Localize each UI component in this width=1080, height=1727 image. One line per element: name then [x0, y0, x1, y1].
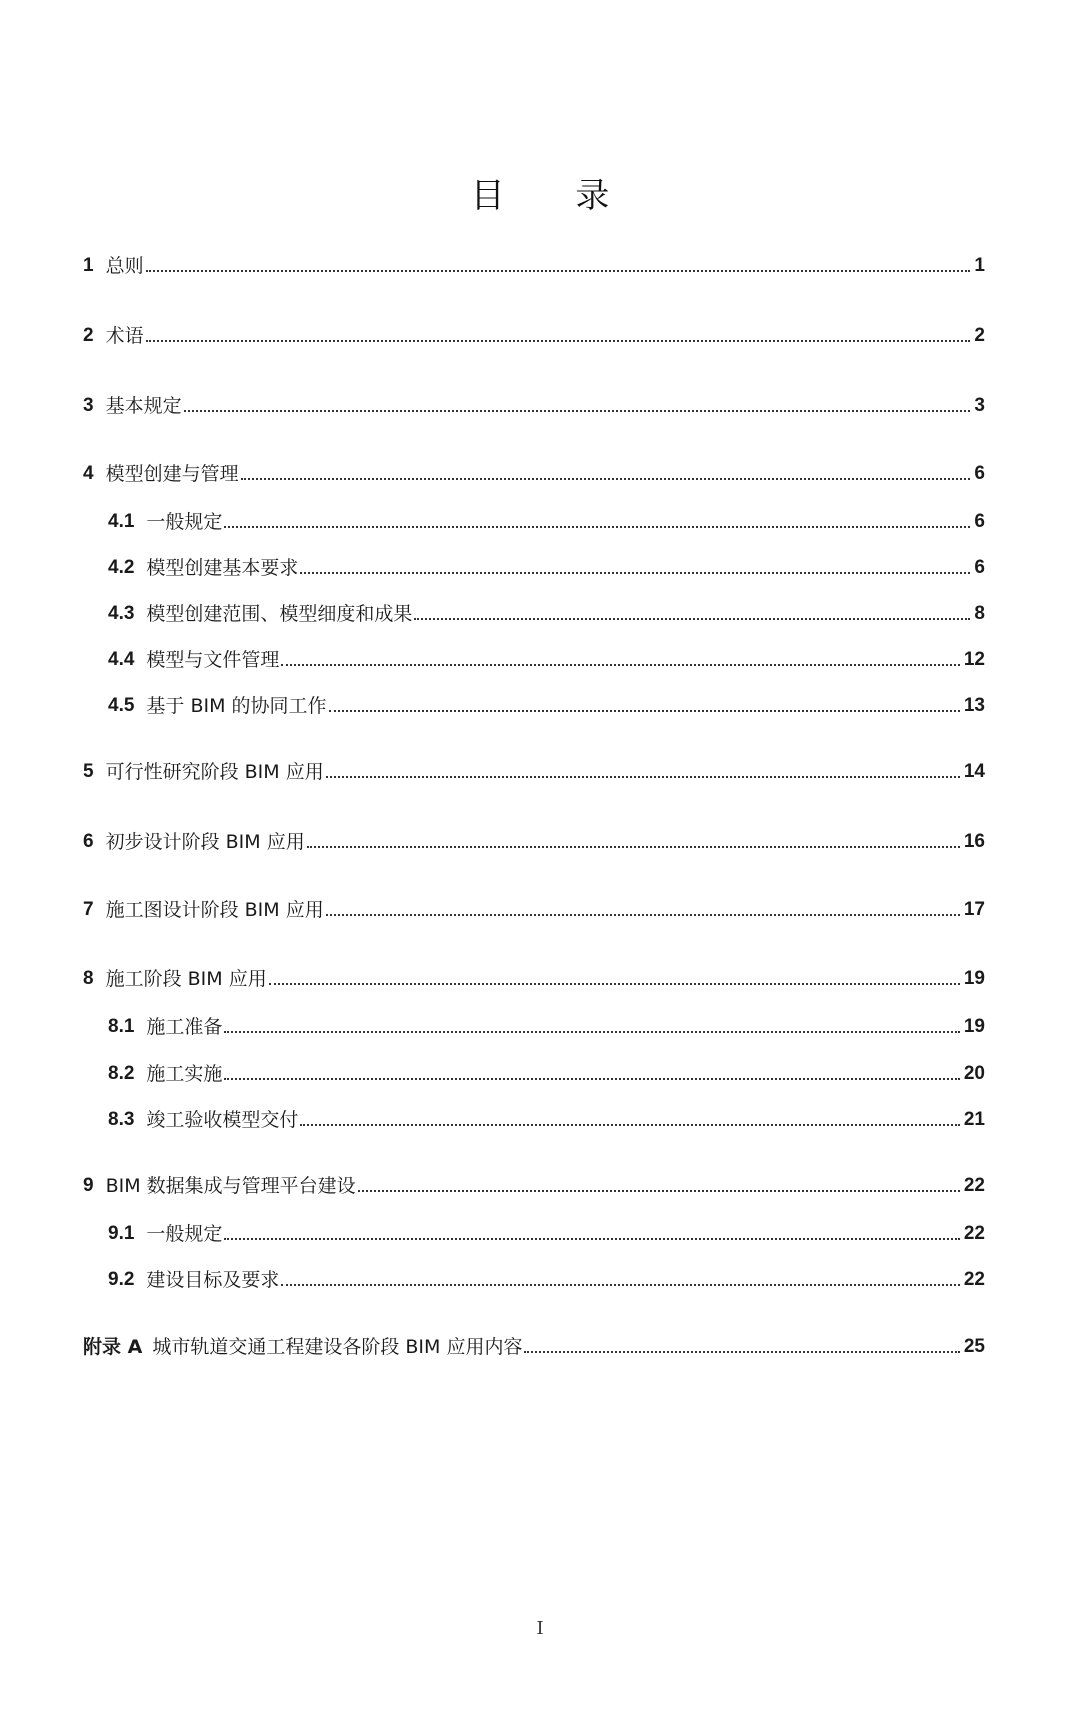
toc-entry-number: 4.2 — [108, 557, 135, 578]
toc-subentry[interactable] — [108, 1220, 985, 1246]
toc-dot-leader — [414, 618, 970, 620]
toc-entry-page: 6 — [974, 511, 985, 532]
toc-entry[interactable] — [83, 322, 985, 348]
toc-entry-title: 施工实施 — [146, 1063, 223, 1085]
toc-entry[interactable] — [83, 392, 985, 418]
toc-entry-page: 3 — [974, 395, 985, 416]
toc-entry-number: 1 — [83, 255, 94, 276]
toc-entry-title: 施工准备 — [146, 1016, 223, 1038]
toc-entry-page: 13 — [963, 695, 985, 716]
toc-entry-number: 9.2 — [108, 1269, 135, 1290]
toc-entry-page: 1 — [974, 255, 985, 276]
toc-dot-leader — [358, 1190, 960, 1192]
toc-entry-page: 6 — [974, 557, 985, 578]
toc-entry[interactable] — [83, 758, 985, 784]
toc-dot-leader — [224, 526, 970, 528]
toc-dot-leader — [326, 776, 960, 778]
toc-entry-title: 施工图设计阶段 BIM 应用 — [105, 899, 324, 921]
toc-entry-number: 附录 A — [83, 1336, 143, 1358]
toc-dot-leader — [146, 340, 971, 342]
toc-dot-leader — [326, 914, 960, 916]
toc-entry-title: 初步设计阶段 BIM 应用 — [105, 831, 305, 853]
toc-entry[interactable] — [83, 252, 985, 278]
toc-entry-title: BIM 数据集成与管理平台建设 — [105, 1175, 356, 1197]
toc-subentry[interactable] — [108, 1266, 985, 1292]
toc-entry-title: 基本规定 — [105, 395, 182, 417]
toc-entry-title: 一般规定 — [146, 1223, 223, 1245]
toc-dot-leader — [300, 1124, 959, 1126]
toc-entry-number: 4 — [83, 463, 94, 484]
toc-dot-leader — [224, 1078, 959, 1080]
toc-entry-page: 8 — [974, 603, 985, 624]
toc-entry-number: 8.3 — [108, 1109, 135, 1130]
toc-entry-title: 施工阶段 BIM 应用 — [105, 968, 267, 990]
toc-subentry[interactable] — [108, 692, 985, 718]
toc-entry-title: 一般规定 — [146, 511, 223, 533]
toc-entry-page: 16 — [963, 831, 985, 852]
toc-entry-page: 6 — [974, 463, 985, 484]
toc-entry[interactable] — [83, 896, 985, 922]
toc-dot-leader — [281, 664, 959, 666]
toc-entry-page: 22 — [963, 1175, 985, 1196]
toc-entry-title: 基于 BIM 的协同工作 — [146, 695, 327, 717]
toc-entry[interactable] — [83, 965, 985, 991]
toc-entry-page: 20 — [963, 1063, 985, 1084]
toc-entry-title: 模型与文件管理 — [146, 649, 280, 671]
toc-entry-number: 4.4 — [108, 649, 135, 670]
toc-dot-leader — [146, 270, 971, 272]
toc-dot-leader — [300, 572, 970, 574]
toc-entry-number: 4.1 — [108, 511, 135, 532]
toc-entry-page: 14 — [963, 761, 985, 782]
toc-entry-title: 模型创建范围、模型细度和成果 — [146, 603, 413, 625]
page-title: 目 录 — [470, 176, 640, 216]
toc-dot-leader — [281, 1284, 959, 1286]
toc-dot-leader — [184, 410, 971, 412]
toc-entry-number: 6 — [83, 831, 94, 852]
toc-entry-page: 19 — [963, 968, 985, 989]
toc-entry-number: 8.1 — [108, 1016, 135, 1037]
toc-entry-title: 建设目标及要求 — [146, 1269, 280, 1291]
toc-subentry[interactable] — [108, 1013, 985, 1039]
toc-entry-number: 9 — [83, 1175, 94, 1196]
toc-dot-leader — [224, 1238, 959, 1240]
toc-entry-number: 4.3 — [108, 603, 135, 624]
toc-entry-page: 21 — [963, 1109, 985, 1130]
toc-subentry[interactable] — [108, 508, 985, 534]
toc-entry-title: 术语 — [105, 325, 144, 347]
toc-entry-number: 9.1 — [108, 1223, 135, 1244]
toc-entry-number: 7 — [83, 899, 94, 920]
toc-entry-number: 5 — [83, 761, 94, 782]
toc-entry-number: 8 — [83, 968, 94, 989]
toc-entry-number: 8.2 — [108, 1063, 135, 1084]
toc-entry-number: 2 — [83, 325, 94, 346]
toc-subentry[interactable] — [108, 1060, 985, 1086]
toc-entry-page: 22 — [963, 1223, 985, 1244]
toc-entry-title: 总则 — [105, 255, 144, 277]
toc-entry[interactable] — [83, 1172, 985, 1198]
toc-entry-title: 可行性研究阶段 BIM 应用 — [105, 761, 324, 783]
toc-entry-page: 17 — [963, 899, 985, 920]
toc-entry[interactable] — [83, 1333, 985, 1359]
toc-dot-leader — [224, 1031, 959, 1033]
toc-entry-page: 22 — [963, 1269, 985, 1290]
toc-entry-page: 25 — [963, 1336, 985, 1357]
toc-entry-number: 3 — [83, 395, 94, 416]
toc-entry-title: 城市轨道交通工程建设各阶段 BIM 应用内容 — [152, 1336, 523, 1358]
toc-subentry[interactable] — [108, 600, 985, 626]
toc-dot-leader — [524, 1351, 959, 1353]
toc-entry-page: 2 — [974, 325, 985, 346]
toc-entry-title: 模型创建基本要求 — [146, 557, 299, 579]
toc-entry-page: 12 — [963, 649, 985, 670]
toc-entry-number: 4.5 — [108, 695, 135, 716]
toc-subentry[interactable] — [108, 646, 985, 672]
toc-dot-leader — [269, 983, 960, 985]
toc-entry[interactable] — [83, 828, 985, 854]
toc-dot-leader — [329, 710, 960, 712]
toc-dot-leader — [241, 478, 971, 480]
toc-subentry[interactable] — [108, 1106, 985, 1132]
toc-dot-leader — [307, 846, 960, 848]
toc-entry[interactable] — [83, 460, 985, 486]
footer-page-number: I — [536, 1618, 544, 1639]
toc-entry-page: 19 — [963, 1016, 985, 1037]
toc-subentry[interactable] — [108, 554, 985, 580]
toc-entry-title: 模型创建与管理 — [105, 463, 239, 485]
toc-entry-title: 竣工验收模型交付 — [146, 1109, 299, 1131]
